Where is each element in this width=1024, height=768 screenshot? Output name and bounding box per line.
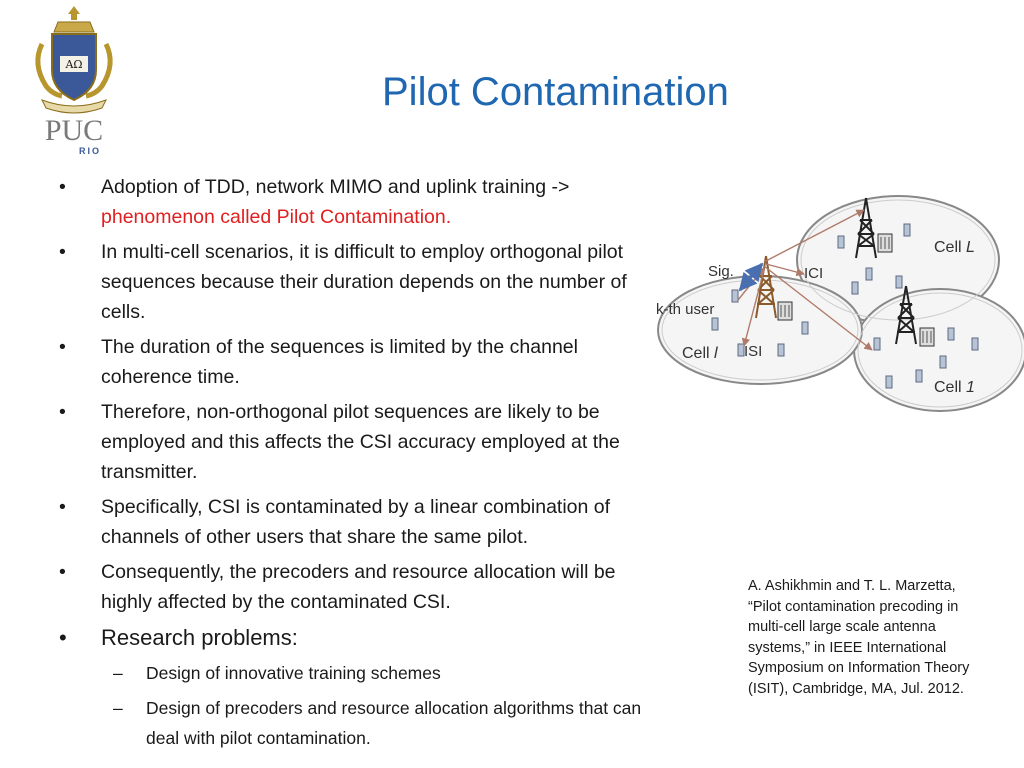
cell-i-label: Cell l — [682, 345, 718, 362]
cell-l-label: Cell L — [934, 239, 975, 256]
bullet-text: Therefore, non-orthogonal pilot sequences are likely to be employed and this affects the CSI accuracy employed at the transmitter. — [101, 401, 620, 483]
kth-user-label: k-th user — [656, 301, 715, 318]
bullet-text: In multi-cell scenarios, it is difficult to employ orthogonal pilot sequences because their duration depends on the number of cells. — [101, 241, 627, 323]
sub-bullet-item — [56, 658, 656, 688]
bullet-item — [56, 397, 656, 487]
research-heading — [56, 622, 656, 653]
bullet-mark: • — [59, 176, 66, 198]
bullet-mark: • — [59, 401, 66, 423]
bullet-item — [56, 237, 656, 327]
antenna-array-icon — [878, 234, 892, 252]
sub-bullet-text: Design of innovative training schemes — [146, 663, 441, 683]
bullet-item — [56, 172, 656, 232]
sub-bullet-mark: – — [113, 698, 123, 718]
bullet-text: Consequently, the precoders and resource allocation will be highly affected by the contaminated CSI. — [101, 561, 616, 613]
cell-1-label: Cell 1 — [934, 379, 975, 396]
slide-title: Pilot Contamination — [382, 70, 729, 114]
puc-rio-logo — [28, 4, 120, 158]
research-label: Research problems: — [101, 625, 298, 650]
bullet-item — [56, 557, 656, 617]
antenna-array-icon — [778, 302, 792, 320]
antenna-array-icon — [920, 328, 934, 346]
bullet-mark: • — [59, 561, 66, 583]
bullet-item — [56, 492, 656, 552]
bullet-list — [56, 172, 656, 753]
bullet-item — [56, 332, 656, 392]
bullet-mark: • — [59, 496, 66, 518]
bullet-highlight: phenomenon called Pilot Contamination. — [101, 206, 452, 228]
sig-label: Sig. — [708, 263, 734, 280]
citation: A. Ashikhmin and T. L. Marzetta, “Pilot contamination precoding in multi-cell large scale antenna systems,” in IEEE International Symposium on Information Theory (ISIT), Cambridge, MA, Jul. 2012. — [748, 578, 970, 697]
bullet-text: Specifically, CSI is contaminated by a linear combination of channels of other users that share the same pilot. — [101, 496, 611, 548]
isi-label: ISI — [744, 343, 763, 360]
logo-wordmark: PUC — [44, 114, 104, 147]
ici-label: ICI — [804, 265, 824, 282]
sub-bullet-item — [56, 693, 656, 753]
shield-letters: ΑΩ — [65, 58, 83, 71]
sub-bullet-text: Design of precoders and resource allocation algorithms that can deal with pilot contamination. — [146, 698, 642, 748]
sub-bullet-mark: – — [113, 663, 123, 683]
multi-cell-diagram — [654, 190, 1024, 420]
bullet-text: Adoption of TDD, network MIMO and uplink training -> — [101, 176, 570, 198]
bullet-text: The duration of the sequences is limited by the channel coherence time. — [101, 336, 578, 388]
bullet-mark: • — [59, 241, 66, 263]
bullet-mark: • — [59, 625, 67, 650]
logo-sub: RIO — [78, 146, 102, 156]
bullet-mark: • — [59, 336, 66, 358]
